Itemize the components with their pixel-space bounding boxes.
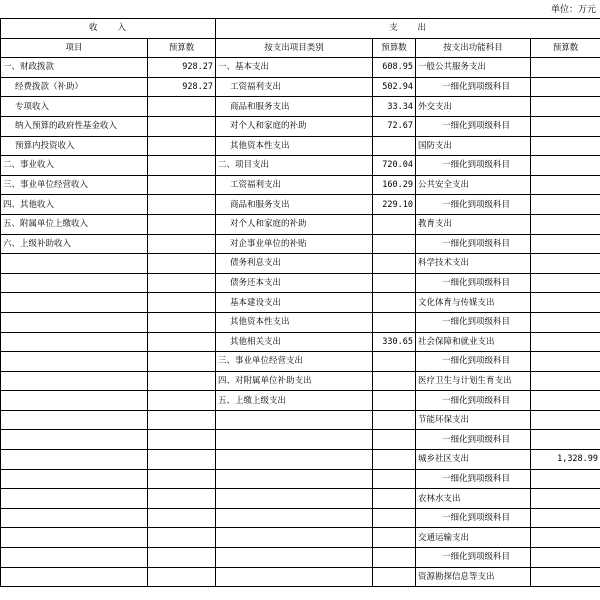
income-item-cell <box>1 391 148 411</box>
income-item-cell: 预算内投资收入 <box>1 136 148 156</box>
function-subject-cell: 文化体育与传媒支出 <box>416 293 531 313</box>
expense-section-title: 支 出 <box>216 19 600 39</box>
income-budget-cell <box>148 254 216 274</box>
expense-category-cell: 债务还本支出 <box>216 273 373 293</box>
expense-category-cell <box>216 508 373 528</box>
function-budget-cell <box>531 371 600 391</box>
income-item-cell <box>1 430 148 450</box>
budget-table <box>0 18 600 587</box>
expense-budget-cell <box>373 293 416 313</box>
expense-budget-cell <box>373 489 416 509</box>
income-budget-cell <box>148 371 216 391</box>
function-budget-cell <box>531 352 600 372</box>
function-subject-cell: 一细化到项级科目 <box>416 116 531 136</box>
income-item-cell <box>1 410 148 430</box>
header-income-budget: 预算数 <box>148 38 216 58</box>
table-row <box>1 371 600 391</box>
header-function-budget: 预算数 <box>531 38 600 58</box>
function-budget-cell <box>531 528 600 548</box>
expense-category-cell: 五、上缴上级支出 <box>216 391 373 411</box>
function-subject-cell: 一细化到项级科目 <box>416 234 531 254</box>
header-expense-category: 按支出项目类别 <box>216 38 373 58</box>
table-row <box>1 508 600 528</box>
function-budget-cell <box>531 293 600 313</box>
expense-category-cell: 工资福利支出 <box>216 77 373 97</box>
expense-category-cell <box>216 469 373 489</box>
income-budget-cell <box>148 234 216 254</box>
expense-budget-cell: 33.34 <box>373 97 416 117</box>
table-row <box>1 352 600 372</box>
function-budget-cell <box>531 430 600 450</box>
expense-category-cell: 对个人和家庭的补助 <box>216 116 373 136</box>
function-subject-cell: 社会保障和就业支出 <box>416 332 531 352</box>
function-subject-cell: 公共安全支出 <box>416 175 531 195</box>
table-row <box>1 116 600 136</box>
income-item-cell: 四、其他收入 <box>1 195 148 215</box>
function-subject-cell: 一细化到项级科目 <box>416 312 531 332</box>
expense-budget-cell <box>373 234 416 254</box>
expense-budget-cell <box>373 371 416 391</box>
expense-budget-cell: 330.65 <box>373 332 416 352</box>
function-budget-cell <box>531 508 600 528</box>
function-subject-cell: 外交支出 <box>416 97 531 117</box>
table-row <box>1 567 600 587</box>
income-item-cell <box>1 312 148 332</box>
income-item-cell <box>1 352 148 372</box>
expense-category-cell <box>216 567 373 587</box>
function-budget-cell <box>531 116 600 136</box>
expense-category-cell <box>216 489 373 509</box>
table-row <box>1 156 600 176</box>
expense-category-cell: 其他资本性支出 <box>216 312 373 332</box>
table-row <box>1 312 600 332</box>
function-budget-cell <box>531 567 600 587</box>
income-item-cell: 专项收入 <box>1 97 148 117</box>
expense-budget-cell <box>373 410 416 430</box>
expense-budget-cell <box>373 254 416 274</box>
function-budget-cell <box>531 312 600 332</box>
expense-budget-cell: 72.67 <box>373 116 416 136</box>
table-row <box>1 273 600 293</box>
income-item-cell <box>1 508 148 528</box>
table-row <box>1 293 600 313</box>
income-budget-cell <box>148 410 216 430</box>
function-budget-cell <box>531 273 600 293</box>
expense-budget-cell <box>373 312 416 332</box>
function-budget-cell <box>531 469 600 489</box>
table-row <box>1 430 600 450</box>
function-budget-cell: 1,328.99 <box>531 450 600 470</box>
income-item-cell: 三、事业单位经营收入 <box>1 175 148 195</box>
expense-category-cell: 对企事业单位的补贴 <box>216 234 373 254</box>
function-subject-cell: 一般公共服务支出 <box>416 58 531 78</box>
table-row <box>1 136 600 156</box>
income-budget-cell <box>148 312 216 332</box>
table-row <box>1 77 600 97</box>
income-budget-cell <box>148 352 216 372</box>
function-subject-cell: 城乡社区支出 <box>416 450 531 470</box>
income-budget-cell <box>148 567 216 587</box>
income-budget-cell <box>148 195 216 215</box>
income-item-cell: 二、事业收入 <box>1 156 148 176</box>
income-budget-cell <box>148 548 216 568</box>
income-budget-cell <box>148 508 216 528</box>
income-item-cell <box>1 332 148 352</box>
income-item-cell: 纳入预算的政府性基金收入 <box>1 116 148 136</box>
income-item-cell <box>1 548 148 568</box>
income-budget-cell <box>148 97 216 117</box>
function-budget-cell <box>531 214 600 234</box>
expense-budget-cell <box>373 273 416 293</box>
table-row <box>1 528 600 548</box>
header-expense-budget: 预算数 <box>373 38 416 58</box>
table-row <box>1 234 600 254</box>
income-item-cell <box>1 450 148 470</box>
function-subject-cell: 资源勘探信息等支出 <box>416 567 531 587</box>
function-subject-cell: 一细化到项级科目 <box>416 430 531 450</box>
expense-category-cell: 基本建设支出 <box>216 293 373 313</box>
expense-budget-cell <box>373 391 416 411</box>
table-row <box>1 97 600 117</box>
expense-category-cell: 工资福利支出 <box>216 175 373 195</box>
income-budget-cell <box>148 156 216 176</box>
expense-budget-cell <box>373 469 416 489</box>
function-budget-cell <box>531 332 600 352</box>
expense-budget-cell <box>373 567 416 587</box>
income-budget-cell <box>148 528 216 548</box>
income-section-title: 收 入 <box>1 19 216 39</box>
income-budget-cell <box>148 489 216 509</box>
function-budget-cell <box>531 156 600 176</box>
expense-category-cell: 其他资本性支出 <box>216 136 373 156</box>
income-item-cell <box>1 293 148 313</box>
income-budget-cell <box>148 273 216 293</box>
function-subject-cell: 一细化到项级科目 <box>416 195 531 215</box>
income-budget-cell <box>148 469 216 489</box>
income-item-cell <box>1 254 148 274</box>
expense-category-cell <box>216 548 373 568</box>
income-budget-cell <box>148 332 216 352</box>
income-item-cell: 经费拨款（补助） <box>1 77 148 97</box>
table-row <box>1 450 600 470</box>
income-item-cell: 五、附属单位上缴收入 <box>1 214 148 234</box>
table-row <box>1 332 600 352</box>
expense-category-cell <box>216 528 373 548</box>
function-budget-cell <box>531 136 600 156</box>
income-budget-cell <box>148 136 216 156</box>
table-row <box>1 391 600 411</box>
expense-budget-cell: 720.04 <box>373 156 416 176</box>
income-item-cell <box>1 371 148 391</box>
table-row <box>1 548 600 568</box>
function-subject-cell: 国防支出 <box>416 136 531 156</box>
expense-budget-cell <box>373 430 416 450</box>
income-item-cell <box>1 469 148 489</box>
function-subject-cell: 一细化到项级科目 <box>416 156 531 176</box>
income-item-cell: 一、财政拨款 <box>1 58 148 78</box>
function-budget-cell <box>531 548 600 568</box>
header-income-item: 项目 <box>1 38 148 58</box>
expense-category-cell: 商品和服务支出 <box>216 97 373 117</box>
expense-category-cell: 债务利息支出 <box>216 254 373 274</box>
expense-budget-cell <box>373 214 416 234</box>
function-subject-cell: 节能环保支出 <box>416 410 531 430</box>
income-budget-cell <box>148 116 216 136</box>
expense-category-cell: 三、事业单位经营支出 <box>216 352 373 372</box>
expense-category-cell: 其他相关支出 <box>216 332 373 352</box>
expense-category-cell <box>216 430 373 450</box>
income-item-cell <box>1 567 148 587</box>
income-budget-cell <box>148 175 216 195</box>
expense-budget-cell: 160.29 <box>373 175 416 195</box>
expense-budget-cell <box>373 508 416 528</box>
function-subject-cell: 医疗卫生与计划生育支出 <box>416 371 531 391</box>
function-budget-cell <box>531 234 600 254</box>
expense-category-cell: 四、对附属单位补助支出 <box>216 371 373 391</box>
function-budget-cell <box>531 254 600 274</box>
function-subject-cell: 一细化到项级科目 <box>416 352 531 372</box>
expense-category-cell: 二、项目支出 <box>216 156 373 176</box>
income-budget-cell <box>148 214 216 234</box>
function-subject-cell: 一细化到项级科目 <box>416 508 531 528</box>
function-subject-cell: 一细化到项级科目 <box>416 273 531 293</box>
column-header-row <box>1 38 600 58</box>
income-item-cell: 六、上级补助收入 <box>1 234 148 254</box>
function-budget-cell <box>531 58 600 78</box>
table-row <box>1 469 600 489</box>
table-row <box>1 195 600 215</box>
expense-budget-cell <box>373 450 416 470</box>
expense-budget-cell <box>373 528 416 548</box>
income-item-cell <box>1 528 148 548</box>
table-row <box>1 254 600 274</box>
function-budget-cell <box>531 97 600 117</box>
table-row <box>1 175 600 195</box>
function-subject-cell: 一细化到项级科目 <box>416 548 531 568</box>
expense-category-cell <box>216 410 373 430</box>
income-budget-cell <box>148 293 216 313</box>
function-subject-cell: 一细化到项级科目 <box>416 469 531 489</box>
expense-category-cell: 对个人和家庭的补助 <box>216 214 373 234</box>
function-budget-cell <box>531 489 600 509</box>
income-budget-cell <box>148 391 216 411</box>
function-budget-cell <box>531 410 600 430</box>
header-function-subject: 按支出功能科目 <box>416 38 531 58</box>
income-item-cell <box>1 489 148 509</box>
income-item-cell <box>1 273 148 293</box>
expense-category-cell: 一、基本支出 <box>216 58 373 78</box>
table-row <box>1 58 600 78</box>
function-subject-cell: 科学技术支出 <box>416 254 531 274</box>
table-row <box>1 214 600 234</box>
table-row <box>1 410 600 430</box>
income-budget-cell: 928.27 <box>148 58 216 78</box>
function-subject-cell: 农林水支出 <box>416 489 531 509</box>
function-budget-cell <box>531 77 600 97</box>
function-budget-cell <box>531 391 600 411</box>
function-budget-cell <box>531 195 600 215</box>
income-budget-cell: 928.27 <box>148 77 216 97</box>
expense-budget-cell: 608.95 <box>373 58 416 78</box>
function-budget-cell <box>531 175 600 195</box>
function-subject-cell: 一细化到项级科目 <box>416 391 531 411</box>
unit-label: 单位：万元 <box>550 5 596 15</box>
income-budget-cell <box>148 450 216 470</box>
expense-budget-cell: 502.94 <box>373 77 416 97</box>
expense-budget-cell <box>373 352 416 372</box>
section-header-row <box>1 19 600 39</box>
table-row <box>1 489 600 509</box>
expense-budget-cell <box>373 548 416 568</box>
expense-category-cell: 商品和服务支出 <box>216 195 373 215</box>
function-subject-cell: 交通运输支出 <box>416 528 531 548</box>
function-subject-cell: 一细化到项级科目 <box>416 77 531 97</box>
expense-category-cell <box>216 450 373 470</box>
expense-budget-cell: 229.10 <box>373 195 416 215</box>
expense-budget-cell <box>373 136 416 156</box>
income-budget-cell <box>148 430 216 450</box>
function-subject-cell: 教育支出 <box>416 214 531 234</box>
